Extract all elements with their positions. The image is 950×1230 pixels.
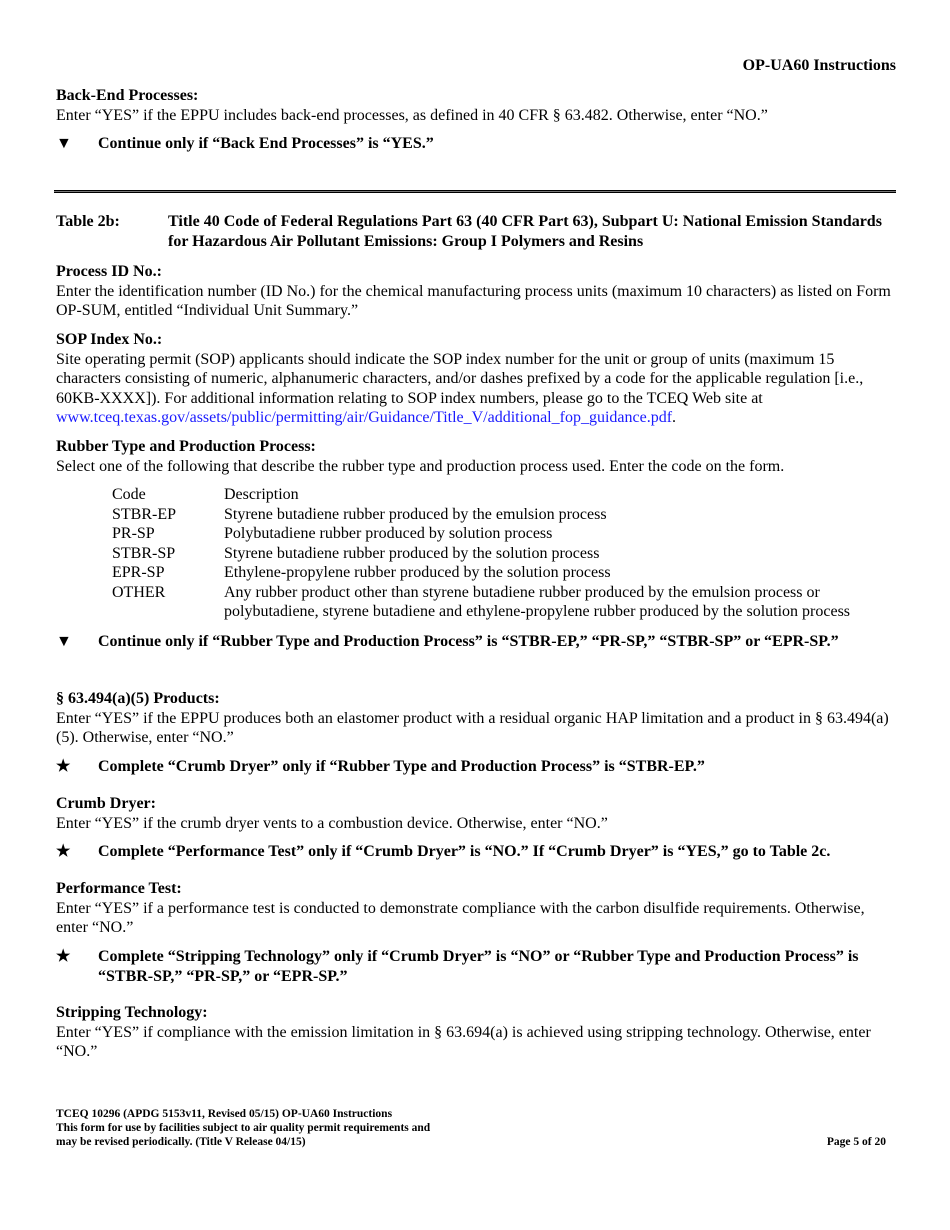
sop-index-section	[56, 330, 894, 428]
header-title: OP-UA60 Instructions	[742, 57, 896, 74]
table-row	[112, 563, 902, 583]
stripping-heading: Stripping Technology:	[56, 1004, 208, 1021]
process-id-section	[56, 262, 894, 321]
table-row	[112, 583, 902, 622]
stripping-section	[56, 1003, 894, 1062]
performance-test-heading: Performance Test:	[56, 880, 182, 897]
description-cell: Polybutadiene rubber produced by solution process	[224, 525, 553, 542]
back-end-note-text: Continue only if “Back End Processes” is “YES.”	[98, 135, 434, 152]
table-label: Table 2b:	[56, 213, 120, 230]
products-note-text: Complete “Crumb Dryer” only if “Rubber Type and Production Process” is “STBR-EP.”	[98, 758, 705, 775]
section-divider	[54, 190, 896, 193]
document-page	[56, 0, 896, 1230]
rubber-code-table	[112, 485, 902, 622]
products-note	[56, 757, 894, 777]
products-section	[56, 689, 894, 748]
back-end-text: Enter “YES” if the EPPU includes back-end processes, as defined in 40 CFR § 63.482. Otherwise, enter “NO.”	[56, 106, 768, 124]
footer-usage-note: This form for use by facilities subject to air quality permit requirements and	[56, 1122, 431, 1134]
description-cell: Any rubber product other than styrene butadiene rubber produced by the emulsion process or polybutadiene, styrene butadiene and ethylene-propylene rubber produced by the solution process	[224, 583, 851, 620]
rubber-type-text: Select one of the following that describe the rubber type and production process used. Enter the code on the form.	[56, 457, 785, 475]
crumb-dryer-heading: Crumb Dryer:	[56, 795, 156, 812]
description-cell: Ethylene-propylene rubber produced by the solution process	[224, 564, 611, 581]
crumb-dryer-note-text: Complete “Performance Test” only if “Crumb Dryer” is “NO.” If “Crumb Dryer” is “YES,” go to Table 2c.	[98, 843, 831, 860]
guidance-link[interactable]: www.tceq.texas.gov/assets/public/permitting/air/Guidance/Title_V/additional_fop_guidance.pdf	[56, 409, 673, 426]
down-triangle-icon: ▼	[56, 633, 72, 650]
sop-index-text-body: Site operating permit (SOP) applicants should indicate the SOP index number for the unit or group of units (maximum 15 characters consisting of numeric, alphanumeric characters, and/or dashes prefixed by a code for the applicable regulation [i.e., 60KB-XXXX]). For additional information relating to SOP index numbers, please go to the TCEQ Web site at	[56, 350, 864, 407]
process-id-heading: Process ID No.:	[56, 263, 162, 280]
description-column-header: Description	[224, 486, 299, 503]
table-title: Title 40 Code of Federal Regulations Part 63 (40 CFR Part 63), Subpart U: National Emission Standards for Hazardous Air Pollutant Emissions: Group I Polymers and Resins	[168, 213, 882, 250]
code-column-header: Code	[112, 486, 146, 503]
products-text: Enter “YES” if the EPPU produces both an elastomer product with a residual organic HAP limitation and a product in § 63.494(a)(5). Otherwise, enter “NO.”	[56, 709, 889, 746]
footer-form-id: TCEQ 10296 (APDG 5153v11, Revised 05/15) OP-UA60 Instructions	[56, 1108, 393, 1120]
back-end-section	[56, 86, 894, 125]
back-end-note	[56, 134, 894, 154]
performance-test-note-text: Complete “Stripping Technology” only if “Crumb Dryer” is “NO” or “Rubber Type and Production Process” is “STBR-SP,” “PR-SP,” or “EPR-SP.”	[98, 948, 859, 985]
crumb-dryer-text: Enter “YES” if the crumb dryer vents to a combustion device. Otherwise, enter “NO.”	[56, 814, 608, 832]
sop-index-text-end: .	[672, 409, 677, 426]
performance-test-text: Enter “YES” if a performance test is conducted to demonstrate compliance with the carbon disulfide requirements. Otherwise, enter “NO.”	[56, 899, 865, 936]
stripping-text: Enter “YES” if compliance with the emission limitation in § 63.694(a) is achieved using stripping technology. Otherwise, enter “NO.”	[56, 1023, 871, 1060]
sop-index-text	[56, 350, 894, 428]
code-cell: STBR-SP	[112, 544, 176, 562]
performance-test-section	[56, 879, 894, 938]
page-number: Page 5 of 20	[826, 1136, 886, 1148]
performance-test-note	[56, 947, 894, 986]
rubber-type-note-text: Continue only if “Rubber Type and Production Process” is “STBR-EP,” “PR-SP,” “STBR-SP” or “EPR-SP.”	[98, 633, 839, 650]
products-heading: § 63.494(a)(5) Products:	[56, 690, 220, 707]
table-row	[112, 544, 902, 564]
rubber-type-note	[56, 632, 894, 652]
code-cell: PR-SP	[112, 525, 155, 542]
crumb-dryer-note	[56, 842, 894, 862]
table-header-row	[112, 485, 902, 505]
description-cell: Styrene butadiene rubber produced by the solution process	[224, 544, 600, 562]
down-triangle-icon: ▼	[56, 135, 72, 152]
table-row	[112, 524, 902, 544]
star-icon: ★	[56, 758, 71, 775]
crumb-dryer-section	[56, 794, 894, 833]
table-heading	[56, 212, 894, 251]
footer-release: may be revised periodically. (Title V Release 04/15)	[56, 1136, 306, 1148]
rubber-type-heading: Rubber Type and Production Process:	[56, 438, 316, 455]
code-cell: OTHER	[112, 583, 166, 601]
code-cell: EPR-SP	[112, 564, 165, 581]
back-end-heading: Back-End Processes:	[56, 87, 199, 104]
code-cell: STBR-EP	[112, 505, 177, 523]
process-id-text: Enter the identification number (ID No.) for the chemical manufacturing process units (maximum 10 characters) as listed on Form OP-SUM, entitled “Individual Unit Summary.”	[56, 282, 891, 319]
star-icon: ★	[56, 843, 71, 860]
sop-index-heading: SOP Index No.:	[56, 331, 163, 348]
page-footer	[56, 1107, 894, 1149]
table-row	[112, 505, 902, 525]
rubber-type-section	[56, 437, 894, 476]
star-icon: ★	[56, 948, 71, 965]
description-cell: Styrene butadiene rubber produced by the emulsion process	[224, 505, 607, 523]
